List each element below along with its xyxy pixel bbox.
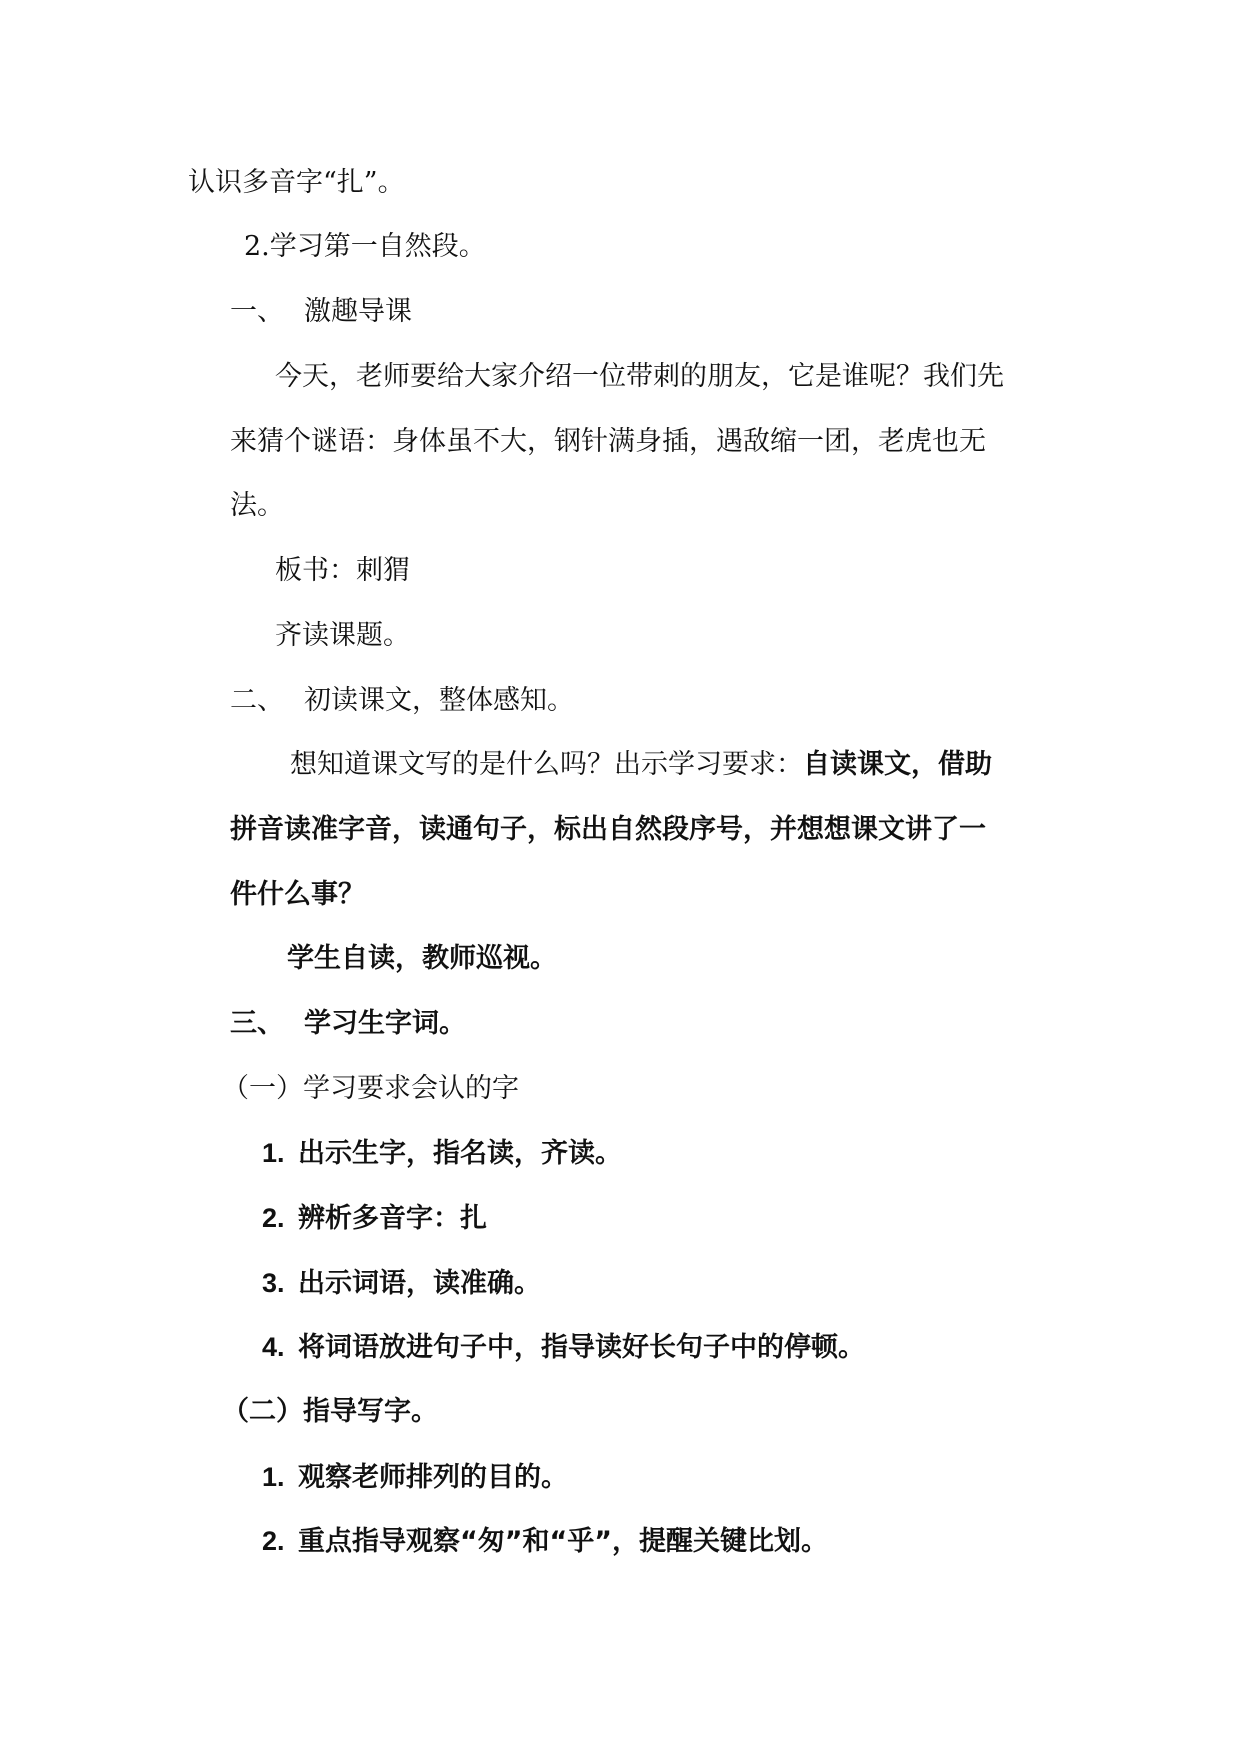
list-number: 1. bbox=[262, 1462, 285, 1492]
list-item bbox=[262, 1459, 568, 1496]
subsection-heading: （一）学习要求会认的字 bbox=[222, 1073, 519, 1104]
list-number: 1. bbox=[262, 1138, 285, 1168]
paragraph-line: 拼音读准字音，读通句子，标出自然段序号，并想想课文讲了一 bbox=[230, 814, 986, 845]
paragraph-text: 想知道课文写的是什么吗？出示学习要求： bbox=[290, 749, 803, 780]
section-number: 一、 bbox=[230, 296, 284, 327]
list-text: 出示词语，读准确。 bbox=[298, 1268, 541, 1299]
paragraph-line: 来猜个谜语：身体虽不大，钢针满身插，遇敌缩一团，老虎也无 bbox=[230, 426, 986, 457]
paragraph-line: 学生自读，教师巡视。 bbox=[287, 943, 557, 974]
section-heading-2 bbox=[230, 683, 574, 719]
list-item bbox=[262, 1329, 865, 1366]
list-text: 将词语放进句子中，指导读好长句子中的停顿。 bbox=[298, 1332, 865, 1363]
list-number: 2. bbox=[262, 1203, 285, 1233]
section-number: 二、 bbox=[230, 685, 284, 716]
paragraph-line: 认识多音字“扎”。 bbox=[188, 167, 405, 198]
paragraph-line: 板书：刺猬 bbox=[275, 555, 410, 586]
list-text: 重点指导观察“匆”和“乎”，提醒关键比划。 bbox=[298, 1526, 828, 1557]
section-number: 三、 bbox=[230, 1008, 284, 1039]
list-text: 辨析多音字：扎 bbox=[298, 1203, 487, 1234]
list-item bbox=[262, 1523, 828, 1560]
list-number: 2. bbox=[262, 1526, 285, 1556]
list-number: 3. bbox=[262, 1268, 285, 1298]
section-heading-1 bbox=[230, 294, 412, 330]
paragraph-line: 法。 bbox=[230, 490, 284, 521]
section-title: 初读课文，整体感知。 bbox=[304, 685, 574, 716]
section-heading-3 bbox=[230, 1006, 466, 1042]
list-text: 观察老师排列的目的。 bbox=[298, 1462, 568, 1493]
paragraph-line: 今天，老师要给大家介绍一位带刺的朋友，它是谁呢？我们先 bbox=[275, 361, 1004, 392]
list-item bbox=[262, 1135, 622, 1172]
paragraph-line: 件什么事？ bbox=[230, 879, 365, 910]
list-number: 4. bbox=[262, 1332, 285, 1362]
bold-text: 自读课文，借助 bbox=[803, 749, 992, 780]
list-item bbox=[262, 1200, 487, 1237]
paragraph-line bbox=[290, 747, 992, 783]
list-text: 出示生字，指名读，齐读。 bbox=[298, 1138, 622, 1169]
subsection-heading: （二）指导写字。 bbox=[222, 1396, 438, 1427]
paragraph-line: 2.学习第一自然段。 bbox=[244, 231, 486, 262]
paragraph-line: 齐读课题。 bbox=[275, 620, 410, 651]
list-item bbox=[262, 1265, 541, 1302]
section-title: 学习生字词。 bbox=[304, 1008, 466, 1039]
section-title: 激趣导课 bbox=[304, 296, 412, 327]
